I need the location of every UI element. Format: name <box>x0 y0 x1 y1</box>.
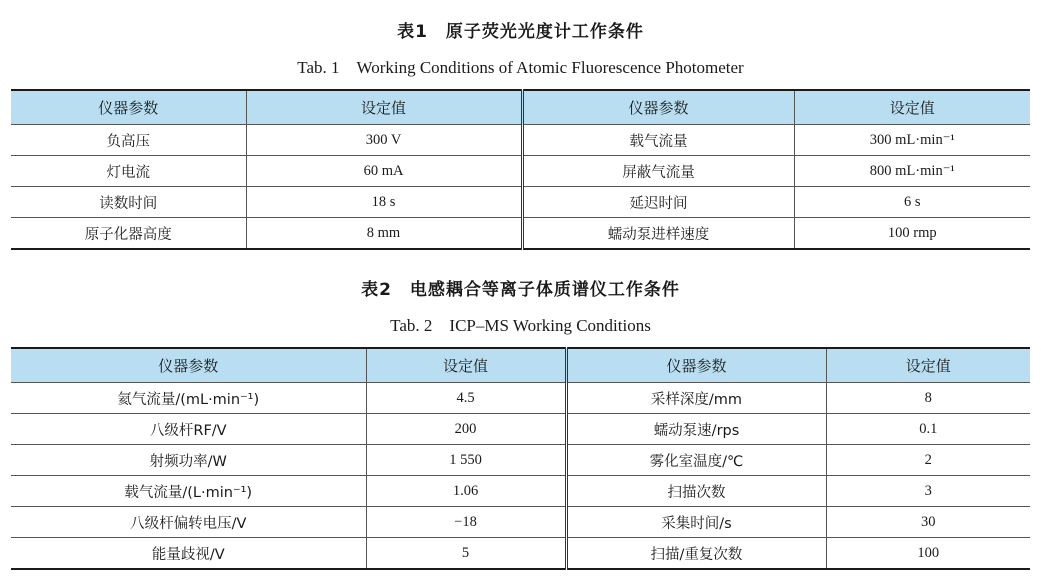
table2-param-cell: 蠕动泵速/rps <box>566 414 826 445</box>
table2-param-cell: 扫描/重复次数 <box>566 538 826 570</box>
table1-value-cell: 300 V <box>246 125 522 156</box>
table-row <box>11 125 1030 156</box>
table2-value-cell: 5 <box>366 538 566 570</box>
table2-header-value: 设定值 <box>826 348 1030 383</box>
table1-param-cell: 屏蔽气流量 <box>522 156 794 187</box>
table1-value-cell: 800 mL·min⁻¹ <box>794 156 1030 187</box>
table1-value-cell: 100 rmp <box>794 218 1030 250</box>
table2-value-cell: 200 <box>366 414 566 445</box>
table1-value-cell: 6 s <box>794 187 1030 218</box>
table1-title-en: Tab. 1 Working Conditions of Atomic Fluorescence Photometer <box>297 58 744 77</box>
table-row <box>11 414 1030 445</box>
table1 <box>11 89 1030 250</box>
table2-header-value: 设定值 <box>366 348 566 383</box>
table2-header-param: 仪器参数 <box>11 348 366 383</box>
table1-title-cn: 表1 原子荧光光度计工作条件 <box>397 22 644 42</box>
table2-value-cell: 0.1 <box>826 414 1030 445</box>
table-row <box>11 476 1030 507</box>
table2-value-cell: 2 <box>826 445 1030 476</box>
table-row <box>11 187 1030 218</box>
table2-value-cell: 100 <box>826 538 1030 570</box>
table2-param-cell: 八级杆偏转电压/V <box>11 507 366 538</box>
table-row <box>11 538 1030 570</box>
table2-title-en: Tab. 2 ICP–MS Working Conditions <box>390 316 651 335</box>
table2-param-cell: 氦气流量/(mL·min⁻¹) <box>11 383 366 414</box>
table2-param-cell: 采样深度/mm <box>566 383 826 414</box>
table2-value-cell: 4.5 <box>366 383 566 414</box>
table2-param-cell: 载气流量/(L·min⁻¹) <box>11 476 366 507</box>
table-row <box>11 383 1030 414</box>
table1-param-cell: 原子化器高度 <box>11 218 246 250</box>
table1-param-cell: 载气流量 <box>522 125 794 156</box>
table1-header-value: 设定值 <box>246 90 522 125</box>
table1-value-cell: 60 mA <box>246 156 522 187</box>
table2-value-cell: 8 <box>826 383 1030 414</box>
table-row <box>11 507 1030 538</box>
table-row <box>11 445 1030 476</box>
table2 <box>11 347 1030 570</box>
table1-param-cell: 灯电流 <box>11 156 246 187</box>
table2-value-cell: −18 <box>366 507 566 538</box>
table1-header-row <box>11 90 1030 125</box>
table2-param-cell: 能量歧视/V <box>11 538 366 570</box>
table1-param-cell: 负高压 <box>11 125 246 156</box>
table1-param-cell: 延迟时间 <box>522 187 794 218</box>
table1-value-cell: 8 mm <box>246 218 522 250</box>
table2-param-cell: 扫描次数 <box>566 476 826 507</box>
table2-header-row <box>11 348 1030 383</box>
table1-header-param: 仪器参数 <box>522 90 794 125</box>
table-row <box>11 156 1030 187</box>
table2-value-cell: 3 <box>826 476 1030 507</box>
table2-header-param: 仪器参数 <box>566 348 826 383</box>
table1-value-cell: 300 mL·min⁻¹ <box>794 125 1030 156</box>
table2-value-cell: 1.06 <box>366 476 566 507</box>
table1-value-cell: 18 s <box>246 187 522 218</box>
table2-value-cell: 1 550 <box>366 445 566 476</box>
table2-param-cell: 八级杆RF/V <box>11 414 366 445</box>
table2-param-cell: 射频功率/W <box>11 445 366 476</box>
table2-value-cell: 30 <box>826 507 1030 538</box>
table-row <box>11 218 1030 250</box>
table2-param-cell: 采集时间/s <box>566 507 826 538</box>
table1-header-value: 设定值 <box>794 90 1030 125</box>
table1-header-param: 仪器参数 <box>11 90 246 125</box>
table2-title-cn: 表2 电感耦合等离子体质谱仪工作条件 <box>361 280 680 300</box>
table2-param-cell: 雾化室温度/℃ <box>566 445 826 476</box>
table1-param-cell: 蠕动泵进样速度 <box>522 218 794 250</box>
table1-param-cell: 读数时间 <box>11 187 246 218</box>
